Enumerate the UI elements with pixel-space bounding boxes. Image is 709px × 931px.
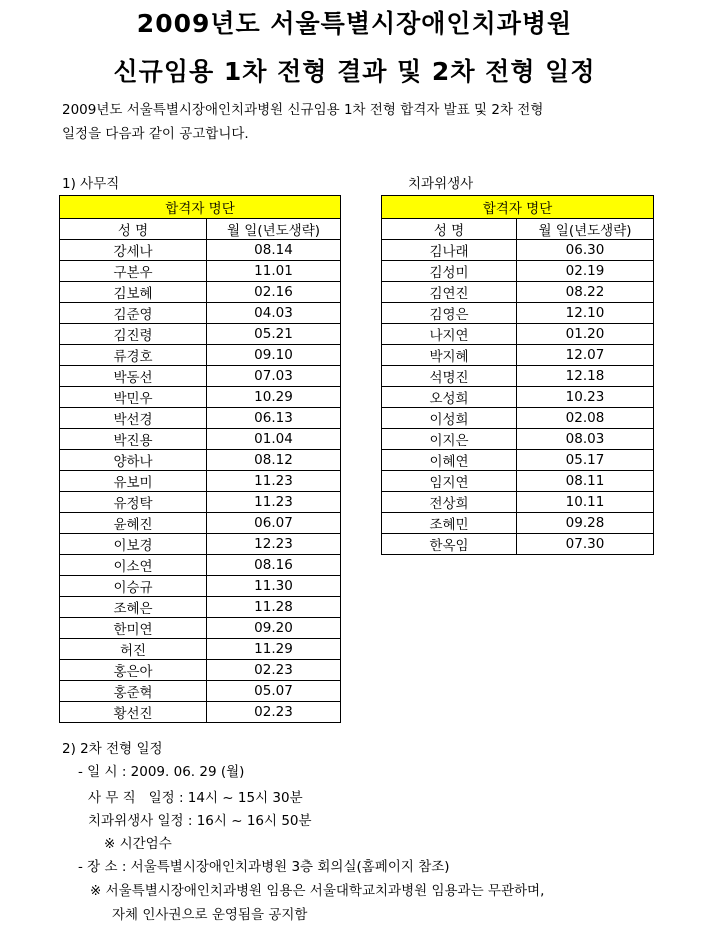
name-cell: 석명진 — [382, 366, 517, 387]
table-row — [60, 660, 341, 681]
name-cell: 박민우 — [60, 387, 207, 408]
table-row — [382, 534, 654, 555]
table-row — [382, 471, 654, 492]
date-cell: 07.03 — [207, 366, 341, 387]
table-row — [60, 597, 341, 618]
table-row — [382, 450, 654, 471]
table-row — [60, 492, 341, 513]
name-cell: 박선경 — [60, 408, 207, 429]
name-cell: 허진 — [60, 639, 207, 660]
date-cell: 06.30 — [517, 240, 654, 261]
name-cell: 이승규 — [60, 576, 207, 597]
table-row — [382, 513, 654, 534]
name-cell: 임지연 — [382, 471, 517, 492]
name-cell: 조혜민 — [382, 513, 517, 534]
date-cell: 08.03 — [517, 429, 654, 450]
name-cell: 황선진 — [60, 702, 207, 723]
title-line-2: 신규임용 1차 전형 결과 및 2차 전형 일정 — [113, 57, 596, 86]
office-col-name: 성 명 — [60, 219, 207, 240]
schedule-place: - 장 소 : 서울특별시장애인치과병원 3층 회의실(홈페이지 참조) — [78, 859, 450, 875]
office-table-header: 합격자 명단 — [60, 196, 341, 219]
date-cell: 02.23 — [207, 702, 341, 723]
table-row — [382, 324, 654, 345]
hygienist-col-name: 성 명 — [382, 219, 517, 240]
name-cell: 윤혜진 — [60, 513, 207, 534]
table-row — [382, 408, 654, 429]
name-cell: 김연진 — [382, 282, 517, 303]
date-cell: 12.23 — [207, 534, 341, 555]
name-cell: 류경호 — [60, 345, 207, 366]
date-cell: 08.11 — [517, 471, 654, 492]
name-cell: 박지혜 — [382, 345, 517, 366]
table-row — [382, 282, 654, 303]
date-cell: 11.23 — [207, 471, 341, 492]
date-cell: 10.11 — [517, 492, 654, 513]
date-cell: 09.20 — [207, 618, 341, 639]
name-cell: 오성희 — [382, 387, 517, 408]
name-cell: 이성희 — [382, 408, 517, 429]
date-cell: 11.01 — [207, 261, 341, 282]
hygienist-col-date: 월 일(년도생략) — [517, 219, 654, 240]
name-cell: 김영은 — [382, 303, 517, 324]
date-cell: 02.08 — [517, 408, 654, 429]
table-row — [60, 324, 341, 345]
table-row — [60, 366, 341, 387]
date-cell: 09.10 — [207, 345, 341, 366]
table-row — [60, 450, 341, 471]
date-cell: 11.28 — [207, 597, 341, 618]
name-cell: 구본우 — [60, 261, 207, 282]
name-cell: 박진용 — [60, 429, 207, 450]
name-cell: 이혜연 — [382, 450, 517, 471]
office-section-label: 1) 사무직 — [62, 176, 120, 192]
hygienist-table-header: 합격자 명단 — [382, 196, 654, 219]
table-row — [60, 240, 341, 261]
table-row — [60, 534, 341, 555]
date-cell: 08.14 — [207, 240, 341, 261]
table-row — [382, 303, 654, 324]
name-cell: 강세나 — [60, 240, 207, 261]
date-cell: 10.23 — [517, 387, 654, 408]
table-row — [60, 681, 341, 702]
name-cell: 김진령 — [60, 324, 207, 345]
table-row — [60, 639, 341, 660]
date-cell: 12.07 — [517, 345, 654, 366]
schedule-office-time: 사 무 직 일정 : 14시 ~ 15시 30분 — [88, 790, 303, 806]
date-cell: 05.21 — [207, 324, 341, 345]
intro-line-2: 일정을 다음과 같이 공고합니다. — [62, 126, 249, 142]
table-row — [382, 345, 654, 366]
name-cell: 홍준혁 — [60, 681, 207, 702]
table-row — [60, 702, 341, 723]
name-cell: 이소연 — [60, 555, 207, 576]
office-pass-table — [59, 195, 341, 723]
date-cell: 10.29 — [207, 387, 341, 408]
notice-line-1: ※ 서울특별시장애인치과병원 임용은 서울대학교치과병원 임용과는 무관하며, — [90, 883, 545, 899]
notice-line-2: 자체 인사권으로 운영됨을 공지함 — [112, 907, 308, 923]
date-cell: 11.30 — [207, 576, 341, 597]
table-row — [60, 282, 341, 303]
schedule-time-note: ※ 시간엄수 — [104, 836, 172, 852]
date-cell: 06.13 — [207, 408, 341, 429]
date-cell: 09.28 — [517, 513, 654, 534]
table-row — [60, 555, 341, 576]
date-cell: 11.29 — [207, 639, 341, 660]
name-cell: 조혜은 — [60, 597, 207, 618]
table-row — [60, 261, 341, 282]
table-row — [382, 240, 654, 261]
table-row — [382, 366, 654, 387]
name-cell: 홍은아 — [60, 660, 207, 681]
name-cell: 양하나 — [60, 450, 207, 471]
table-row — [60, 471, 341, 492]
date-cell: 12.18 — [517, 366, 654, 387]
table-row — [382, 492, 654, 513]
name-cell: 김성미 — [382, 261, 517, 282]
date-cell: 02.19 — [517, 261, 654, 282]
date-cell: 04.03 — [207, 303, 341, 324]
table-row — [382, 387, 654, 408]
date-cell: 01.20 — [517, 324, 654, 345]
date-cell: 06.07 — [207, 513, 341, 534]
office-table-body — [60, 240, 341, 723]
schedule-hygienist-time: 치과위생사 일정 : 16시 ~ 16시 50분 — [88, 813, 312, 829]
table-row — [60, 513, 341, 534]
name-cell: 한미연 — [60, 618, 207, 639]
name-cell: 이지은 — [382, 429, 517, 450]
table-row — [60, 303, 341, 324]
title-line-1: 2009년도 서울특별시장애인치과병원 — [136, 9, 573, 38]
schedule-date: - 일 시 : 2009. 06. 29 (월) — [78, 764, 245, 780]
hygienist-section-label: 치과위생사 — [408, 176, 474, 192]
table-row — [60, 387, 341, 408]
table-row — [382, 429, 654, 450]
date-cell: 12.10 — [517, 303, 654, 324]
table-row — [60, 576, 341, 597]
date-cell: 08.16 — [207, 555, 341, 576]
date-cell: 02.16 — [207, 282, 341, 303]
name-cell: 한옥임 — [382, 534, 517, 555]
name-cell: 이보경 — [60, 534, 207, 555]
intro-line-1: 2009년도 서울특별시장애인치과병원 신규임용 1차 전형 합격자 발표 및 2차 전형 — [62, 102, 544, 118]
date-cell: 05.07 — [207, 681, 341, 702]
name-cell: 전상희 — [382, 492, 517, 513]
date-cell: 08.12 — [207, 450, 341, 471]
name-cell: 김보혜 — [60, 282, 207, 303]
name-cell: 유보미 — [60, 471, 207, 492]
office-col-date: 월 일(년도생략) — [207, 219, 341, 240]
schedule-heading: 2) 2차 전형 일정 — [62, 741, 163, 757]
date-cell: 07.30 — [517, 534, 654, 555]
name-cell: 박동선 — [60, 366, 207, 387]
hygienist-pass-table — [381, 195, 654, 555]
table-row — [60, 618, 341, 639]
date-cell: 02.23 — [207, 660, 341, 681]
table-row — [60, 429, 341, 450]
date-cell: 01.04 — [207, 429, 341, 450]
date-cell: 11.23 — [207, 492, 341, 513]
date-cell: 08.22 — [517, 282, 654, 303]
hygienist-table-body — [382, 240, 654, 555]
name-cell: 김나래 — [382, 240, 517, 261]
name-cell: 나지연 — [382, 324, 517, 345]
name-cell: 김준영 — [60, 303, 207, 324]
date-cell: 05.17 — [517, 450, 654, 471]
table-row — [60, 408, 341, 429]
table-row — [60, 345, 341, 366]
table-row — [382, 261, 654, 282]
name-cell: 유정탁 — [60, 492, 207, 513]
